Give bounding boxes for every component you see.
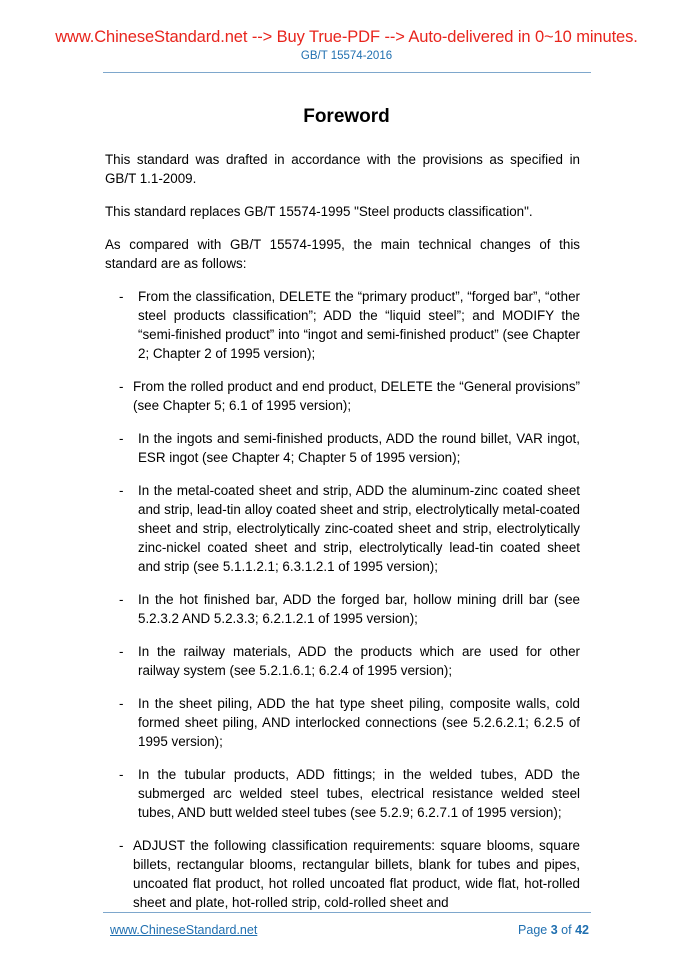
list-item: [105, 287, 580, 363]
list-item: [105, 694, 580, 751]
list-item: [105, 377, 580, 415]
page-of: of: [561, 923, 572, 937]
standard-code: GB/T 15574-2016: [300, 50, 393, 62]
list-item-text: In the metal-coated sheet and strip, ADD the aluminum-zinc coated sheet and strip, lead-tin alloy coated sheet and strip, electrolytically metal-coated sheet and strip, electrolytically zinc-coated sheet and strip, electrolytically zinc-nickel coated sheet and strip, electrolytically lead-tin coated sheet and strip (see 5.1.1.2.1; 6.3.1.2.1 of 1995 version);: [138, 483, 580, 574]
list-item: [105, 765, 580, 822]
list-item: [105, 429, 580, 467]
list-item-text: In the railway materials, ADD the products which are used for other railway system (see 5.2.1.6.1; 6.2.4 of 1995 version);: [138, 644, 580, 678]
page-label: Page: [518, 923, 548, 937]
paragraph-replaces: This standard replaces GB/T 15574-1995 "Steel products classification".: [105, 204, 533, 219]
page-title: Foreword: [303, 106, 390, 127]
list-bullet: -: [119, 379, 124, 394]
promo-banner[interactable]: www.ChineseStandard.net --> Buy True-PDF --> Auto-delivered in 0~10 minutes.: [55, 28, 638, 46]
page-number: 3: [550, 923, 558, 937]
list-item-text: In the hot finished bar, ADD the forged bar, hollow mining drill bar (see 5.2.3.2 AND 5.2.3.3; 6.2.1.2.1 of 1995 version);: [138, 592, 580, 626]
list-item: [105, 481, 580, 576]
document-body: [105, 150, 580, 926]
list-bullet: -: [119, 696, 124, 711]
list-item-text: In the ingots and semi-finished products, ADD the round billet, VAR ingot, ESR ingot (see Chapter 4; Chapter 5 of 1995 version);: [138, 431, 580, 465]
page-total: 42: [575, 923, 589, 937]
list-bullet: -: [119, 838, 124, 853]
list-bullet: -: [119, 592, 124, 607]
footer-website-link[interactable]: www.ChineseStandard.net: [110, 923, 258, 937]
list-bullet: -: [119, 431, 124, 446]
list-item-text: In the sheet piling, ADD the hat type sheet piling, composite walls, cold formed sheet piling, AND interlocked connections (see 5.2.6.2.1; 6.2.5 of 1995 version);: [138, 696, 580, 749]
list-bullet: -: [119, 644, 124, 659]
list-bullet: -: [119, 289, 124, 304]
list-item-text: From the rolled product and end product, DELETE the “General provisions” (see Chapter 5; 6.1 of 1995 version);: [133, 379, 580, 413]
list-item: [105, 836, 580, 912]
footer-divider: [103, 912, 591, 913]
list-item-text: ADJUST the following classification requirements: square blooms, square billets, rectangular blooms, rectangular billets, blank for tubes and pipes, uncoated flat product, hot rolled uncoated flat product, wide flat, hot-rolled sheet and plate, hot-rolled strip, cold-rolled sheet and: [133, 838, 580, 910]
page-indicator: [518, 923, 589, 937]
list-item: [105, 590, 580, 628]
paragraph-drafting: This standard was drafted in accordance with the provisions as specified in GB/T 1.1-2009.: [105, 152, 580, 186]
list-item-text: From the classification, DELETE the “primary product”, “forged bar”, “other steel products classification”; ADD the “liquid steel”; and MODIFY the “semi-finished product” into “ingot and semi-finished product” (see Chapter 2; Chapter 2 of 1995 version);: [138, 289, 580, 361]
list-bullet: -: [119, 483, 124, 498]
list-bullet: -: [119, 767, 124, 782]
paragraph-changes-intro: As compared with GB/T 15574-1995, the main technical changes of this standard are as follows:: [105, 237, 580, 271]
header-divider: [103, 72, 591, 73]
list-item: [105, 642, 580, 680]
list-item-text: In the tubular products, ADD fittings; in the welded tubes, ADD the submerged arc welded steel tubes, electrical resistance welded steel tubes, AND butt welded steel tubes (see 5.2.9; 6.2.7.1 of 1995 version);: [138, 767, 580, 820]
